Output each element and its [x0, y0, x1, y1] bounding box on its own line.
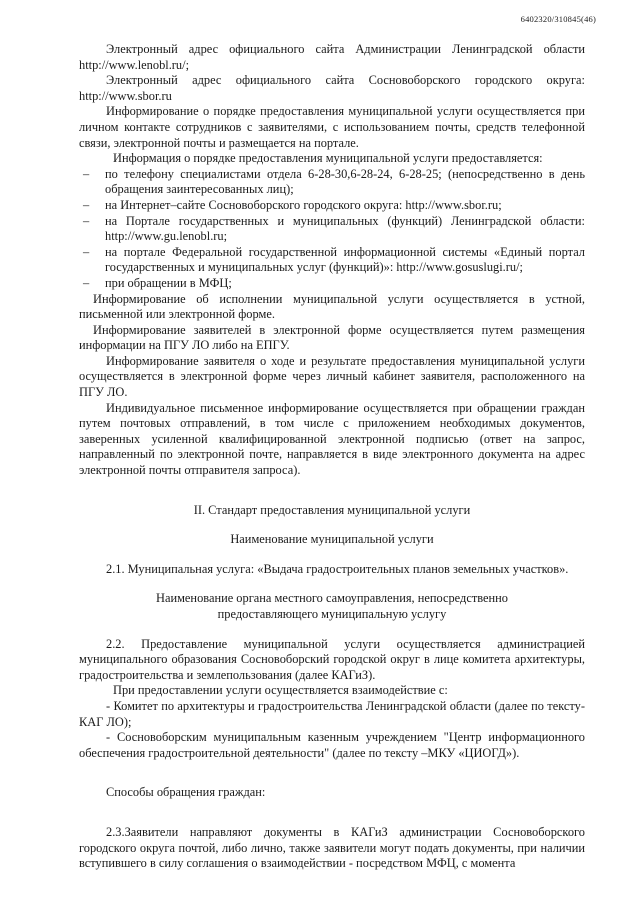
paragraph-sbor-site: Электронный адрес официального сайта Сосновоборского городского округа: http://www.sbor.ru: [79, 73, 585, 103]
list-dash: –: [83, 213, 90, 228]
paragraph-2-3: 2.3.Заявители направляют документы в КАГиЗ администрации Сосновоборского городского округа почтой, либо лично, также заявители могут подать документы, при наличии вступившего в силу соглашения о взаимодействии - посредством МФЦ, с момента: [79, 824, 585, 871]
subheading-authority-line1: Наименование органа местного самоуправления, непосредственно: [156, 591, 508, 606]
list-item: [79, 198, 585, 214]
paragraph-2-1: 2.1. Муниципальная услуга: «Выдача градостроительных планов земельных участков».: [106, 561, 569, 576]
list-dash: –: [83, 197, 90, 212]
list-item: [79, 276, 585, 292]
paragraph-lenobl-site: Электронный адрес официального сайта Администрации Ленинградской области http://www.lenobl.ru/;: [79, 42, 585, 72]
section-title: II. Стандарт предоставления муниципальной услуги: [193, 502, 471, 517]
subheading-authority-line2: предоставляющего муниципальную услугу: [217, 607, 447, 621]
list-item-text: по телефону специалистами отдела 6-28-30,6-28-24, 6-28-25; (непосредственно в день обращения заинтересованных лиц);: [105, 166, 585, 197]
paragraph-electronic-informing: Информирование заявителей в электронной форме осуществляется путем размещения информации на ПГУ ЛО либо на ЕПГУ.: [79, 322, 585, 353]
list-item-text: на Интернет–сайте Сосновоборского городского округа: http://www.sbor.ru;: [105, 197, 502, 212]
list-item: [79, 167, 585, 198]
paragraph-written-informing: Индивидуальное письменное информирование осуществляется при обращении граждан путем почтовых отправлений, в том числе с приложением необходимых документов, заверенных усиленной квалифицированной электронной подписью (ответ на запрос, направленный по электронной почте, направляется в виде электронного документа на адрес электронной почты отправителя запроса).: [79, 400, 585, 478]
list-dash: –: [83, 275, 90, 290]
list-dash: –: [83, 166, 90, 181]
paragraph-ciogd: - Сосновоборским муниципальным казенным учреждением "Центр информационного обеспечения градостроительной деятельности" (далее по тексту –МКУ «ЦИОГД»).: [79, 730, 585, 760]
paragraph-progress-informing: Информирование заявителя о ходе и результате предоставления муниципальной услуги осуществляется в электронной форме через личный кабинет заявителя, расположенного на ПГУ ЛО.: [79, 353, 585, 400]
paragraph-kag-lo: - Комитет по архитектуры и градостроительства Ленинградской области (далее по тексту- КАГ ЛО);: [79, 698, 585, 729]
subheading-service-name: Наименование муниципальной услуги: [230, 532, 434, 547]
list-item: [79, 214, 585, 245]
list-item-text: на портале Федеральной государственной информационной системы «Единый портал государственных и муниципальных услуг (функций)»: http://www.gosuslugi.ru/;: [105, 244, 585, 275]
paragraph-informing-order: Информирование о порядке предоставления муниципальной услуги осуществляется при личном контакте сотрудников с заявителями, с использованием почты, средств телефонной связи, электронной почты и размещается на портале.: [79, 104, 585, 150]
list-item-text: на Портале государственных и муниципальных (функций) Ленинградской области: http://www.gu.lenobl.ru;: [105, 213, 585, 244]
paragraph-2-2: 2.2. Предоставление муниципальной услуги осуществляется администрацией муниципального образования Сосновоборский городской округ в лице комитета архитектуры, градостроительства и землепользования (далее КАГиЗ).: [79, 636, 585, 682]
document-code: 6402320/310845(46): [520, 14, 596, 24]
paragraph-info-provided: Информация о порядке предоставления муниципальной услуги предоставляется:: [113, 151, 543, 166]
list-dash: –: [83, 244, 90, 259]
list-item: [79, 245, 585, 276]
subheading-appeal-methods: Способы обращения граждан:: [106, 785, 266, 800]
list-item-text: при обращении в МФЦ;: [105, 275, 232, 290]
paragraph-execution-informing: Информирование об исполнении муниципальной услуги осуществляется в устной, письменной или электронной форме.: [79, 291, 585, 322]
paragraph-interaction: При предоставлении услуги осуществляется взаимодействие с:: [113, 683, 448, 698]
document-body: [79, 42, 585, 872]
